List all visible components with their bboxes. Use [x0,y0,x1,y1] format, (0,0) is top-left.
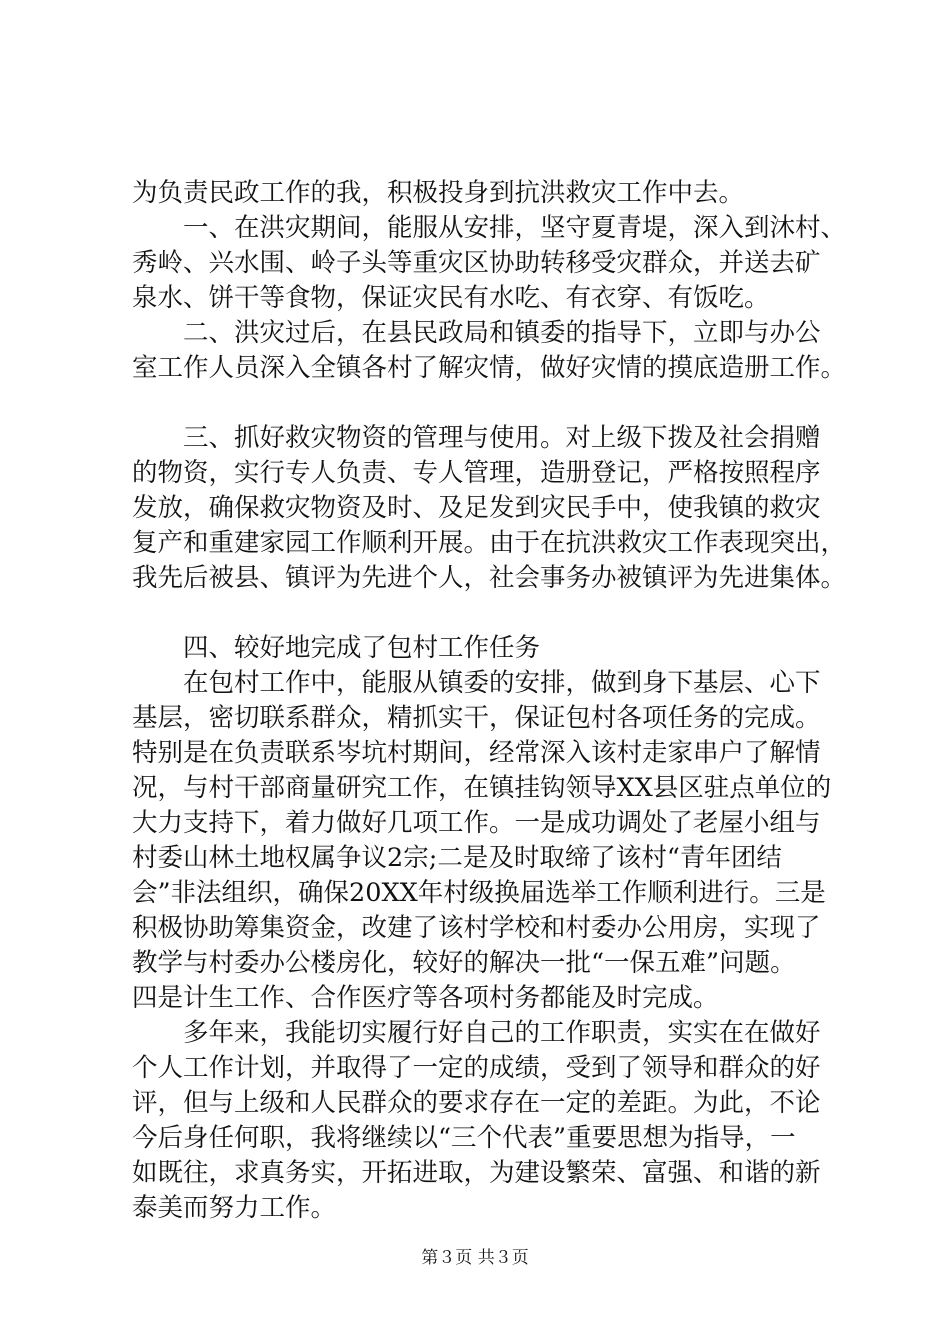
text-line: 教学与村委办公楼房化，较好的解决一批“一保五难”问题。 [132,948,796,978]
text-line: 为负责民政工作的我，积极投身到抗洪救灾工作中去。 [132,178,745,208]
text-line: 村委山林土地权属争议2宗;二是及时取缔了该村“青年团结 [132,843,782,873]
text-line: 况，与村干部商量研究工作，在镇挂钩领导XX县区驻点单位的 [132,773,832,803]
text-line: 在包村工作中，能服从镇委的安排，做到身下基层、心下 [132,668,821,698]
text-line: 会”非法组织，确保20XX年村级换届选举工作顺利进行。三是 [132,878,826,908]
text-line: 评，但与上级和人民群众的要求存在一定的差距。为此，不论 [132,1088,821,1118]
text-line: 复产和重建家园工作顺利开展。由于在抗洪救灾工作表现突出， [132,528,847,558]
blank-line [132,386,852,421]
text-line: 今后身任何职，我将继续以“三个代表”重要思想为指导，一 [132,1123,796,1153]
text-line: 四是计生工作、合作医疗等各项村务都能及时完成。 [132,983,719,1013]
text-line: 特别是在负责联系岑坑村期间，经常深入该村走家串户了解情 [132,738,821,768]
text-line: 泰美而努力工作。 [132,1193,337,1223]
text-line: 基层，密切联系群众，精抓实干，保证包村各项任务的完成。 [132,703,821,733]
page-footer: 第３页 共３页 [421,1248,529,1268]
text-line: 秀岭、兴水围、岭子头等重灾区协助转移受灾群众，并送去矿 [132,248,821,278]
text-line: 多年来，我能切实履行好自己的工作职责，实实在在做好 [132,1018,821,1048]
text-line: 四、较好地完成了包村工作任务 [132,633,541,663]
text-line: 我先后被县、镇评为先进个人，社会事务办被镇评为先进集体。 [132,563,847,593]
blank-line [132,596,852,631]
text-line: 如既往，求真务实，开拓进取，为建设繁荣、富强、和谐的新 [132,1158,821,1188]
text-line: 一、在洪灾期间，能服从安排，坚守夏青堤，深入到沐村、 [132,213,847,243]
text-line: 发放，确保救灾物资及时、及足发到灾民手中，使我镇的救灾 [132,493,821,523]
text-line: 室工作人员深入全镇各村了解灾情，做好灾情的摸底造册工作。 [132,353,847,383]
text-line: 泉水、饼干等食物，保证灾民有水吃、有衣穿、有饭吃。 [132,283,770,313]
text-line: 二、洪灾过后，在县民政局和镇委的指导下，立即与办公 [132,318,821,348]
text-line: 三、抓好救灾物资的管理与使用。对上级下拨及社会捐赠 [132,423,821,453]
text-line: 的物资，实行专人负责、专人管理，造册登记，严格按照程序 [132,458,821,488]
text-line: 个人工作计划，并取得了一定的成绩，受到了领导和群众的好 [132,1053,821,1083]
document-body [132,176,852,1226]
text-line: 积极协助筹集资金，改建了该村学校和村委办公用房，实现了 [132,913,821,943]
text-line: 大力支持下，着力做好几项工作。一是成功调处了老屋小组与 [132,808,821,838]
